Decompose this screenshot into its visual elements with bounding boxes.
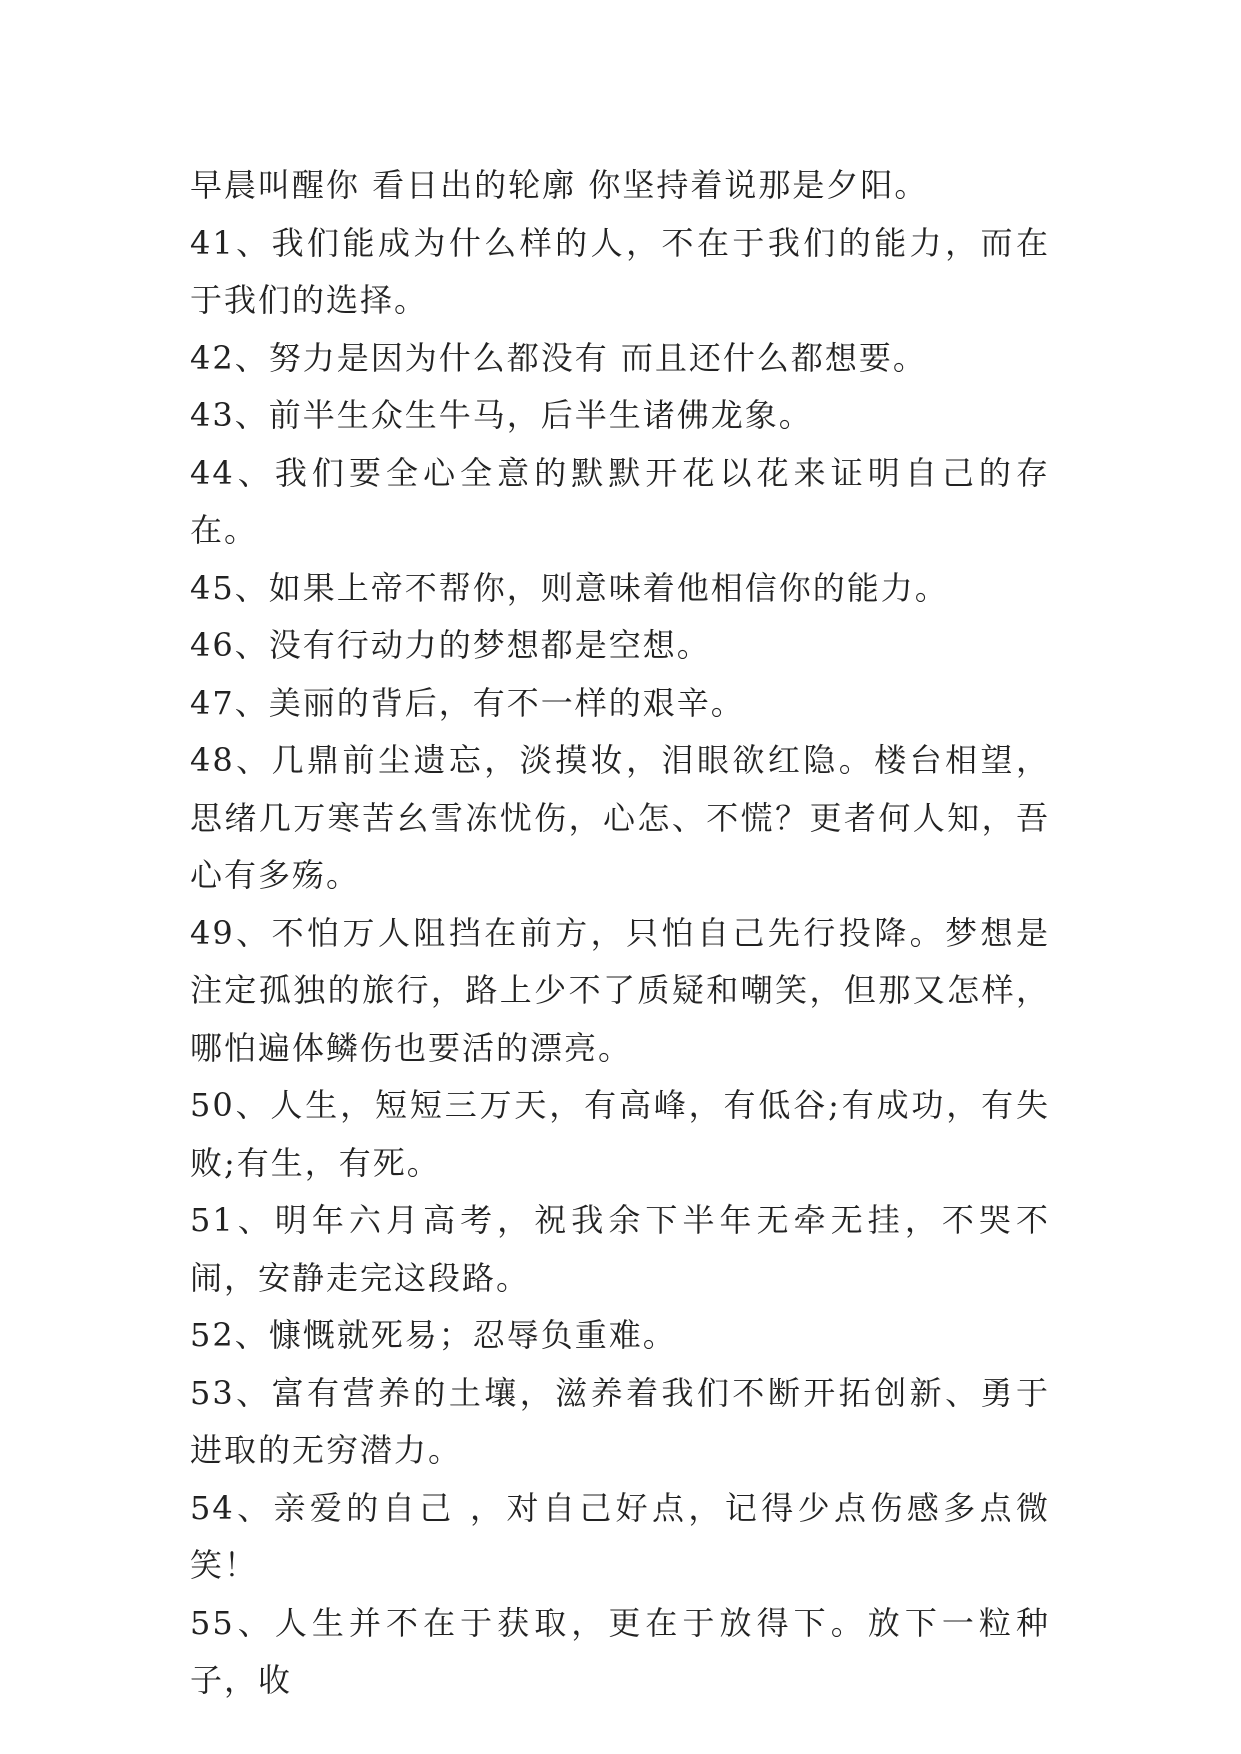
paragraph-43: 43、前半生众生牛马，后半生诸佛龙象。 <box>190 396 813 434</box>
paragraph-41: 41、我们能成为什么样的人，不在于我们的能力，而在于我们的选择。 <box>190 223 1050 319</box>
paragraph-49: 49、不怕万人阻挡在前方，只怕自己先行投降。梦想是注定孤独的旅行，路上少不了质疑和嘲笑，但那又怎样，哪怕遍体鳞伤也要活的漂亮。 <box>190 913 1050 1067</box>
paragraph-46: 46、没有行动力的梦想都是空想。 <box>190 626 711 664</box>
paragraph-54: 54、亲爱的自己 ，对自己好点，记得少点伤感多点微笑！ <box>190 1488 1050 1584</box>
paragraph-55: 55、人生并不在于获取，更在于放得下。放下一粒种子，收 <box>190 1603 1050 1699</box>
paragraph-intro: 早晨叫醒你 看日出的轮廓 你坚持着说那是夕阳。 <box>190 166 929 204</box>
paragraph-50: 50、人生，短短三万天，有高峰，有低谷;有成功，有失败;有生，有死。 <box>190 1086 1050 1182</box>
paragraph-47: 47、美丽的背后，有不一样的艰辛。 <box>190 683 745 722</box>
paragraph-53: 53、富有营养的土壤，滋养着我们不断开拓创新、勇于进取的无穷潜力。 <box>190 1373 1050 1469</box>
paragraph-52: 52、慷慨就死易；忍辱负重难。 <box>190 1316 677 1354</box>
paragraph-45: 45、如果上帝不帮你，则意味着他相信你的能力。 <box>190 568 949 607</box>
paragraph-44: 44、我们要全心全意的默默开花以花来证明自己的存在。 <box>190 453 1050 549</box>
document-body <box>190 157 1050 1710</box>
paragraph-42: 42、努力是因为什么都没有 而且还什么都想要。 <box>190 338 927 377</box>
paragraph-51: 51、明年六月高考，祝我余下半年无牵无挂，不哭不闹，安静走完这段路。 <box>190 1201 1050 1297</box>
paragraph-48: 48、几鼎前尘遗忘，淡摸妆，泪眼欲红隐。楼台相望，思绪几万寒苦幺雪冻忧伤，心怎、不慌？更者何人知，吾心有多殇。 <box>190 741 1050 894</box>
